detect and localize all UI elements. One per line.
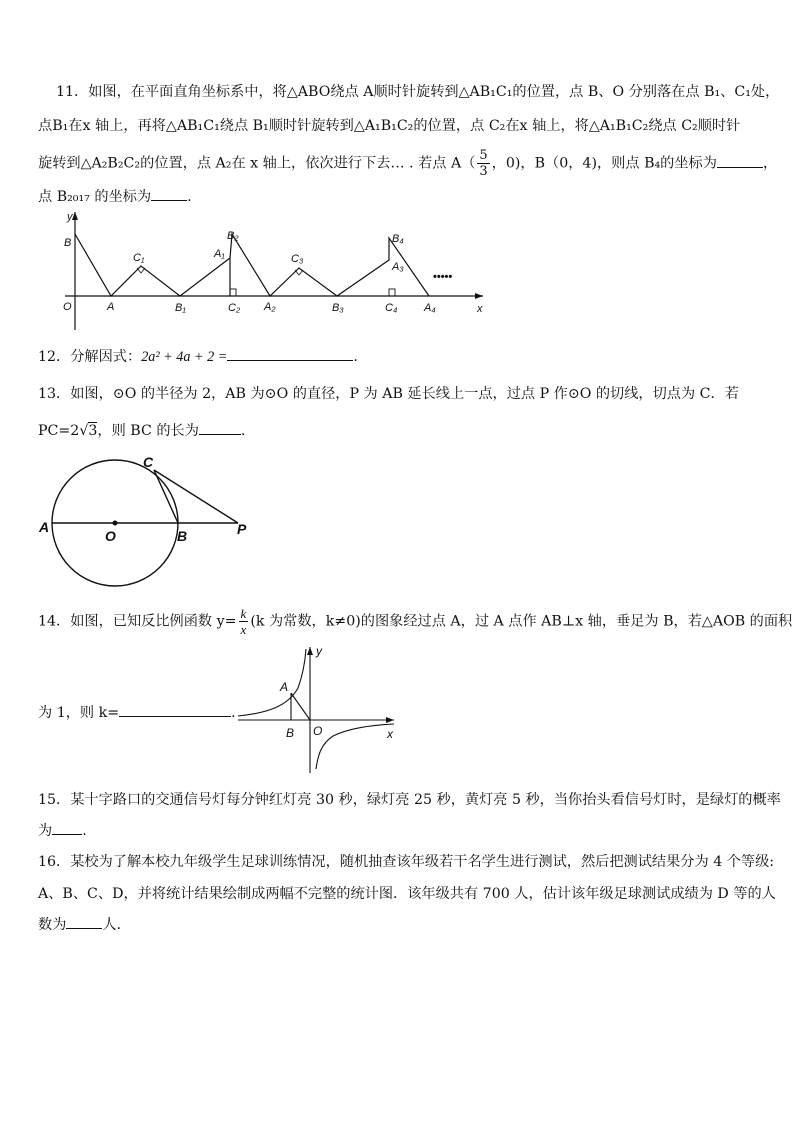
q11-label-C1: C₁ <box>133 252 145 264</box>
q11-answer-blank-2[interactable] <box>151 186 187 201</box>
q11-label-B3: B₃ <box>332 302 344 314</box>
q11-line4 <box>38 186 192 207</box>
q12-answer-blank[interactable] <box>227 346 353 361</box>
q15-line2-text-a: 为 <box>38 823 53 839</box>
sqrt-icon: √ <box>79 423 89 439</box>
q14-frac-num: k <box>240 606 247 621</box>
q11-label-A: A <box>107 301 115 313</box>
q13-line2 <box>38 420 245 441</box>
q11-line3-text-b: ，0)，B（0，4)，则点 B₄的坐标为 <box>491 155 717 172</box>
q11-label-B2: B₂ <box>227 230 239 242</box>
q13-line2-text-a: PC=2 <box>38 423 80 439</box>
q12-line <box>38 346 358 367</box>
q16-line3 <box>38 914 131 935</box>
q13-line2-text-b: ，则 BC 的长为 <box>97 423 199 439</box>
q11-continuation-dots: ••••• <box>433 271 453 283</box>
q12-suffix: . <box>353 349 358 365</box>
q14-line2-text-a: 为 1，则 k= <box>38 705 120 721</box>
q14-label-O: O <box>313 724 323 738</box>
q15-line2 <box>38 820 87 841</box>
q13-line1: 13．如图，⊙O 的半径为 2，AB 为⊙O 的直径，P 为 AB 延长线上一点，过点 P 作⊙O 的切线，切点为 C．若 <box>38 386 739 402</box>
q11-line3-text-a: 旋转到△A₂B₂C₂的位置，点 A₂在 x 轴上，依次进行下去… . 若点 A（ <box>38 155 476 172</box>
q16-line3-text-b: 人． <box>102 917 131 933</box>
q14-line1-text-b: (k 为常数，k≠0)的图象经过点 A，过 A 点作 AB⊥x 轴，垂足为 B，若△AOB 的面积 <box>250 613 793 630</box>
q13-label-P: P <box>237 521 247 537</box>
q11-label-O: O <box>63 301 72 313</box>
q13-sqrt-radicand: 3 <box>88 423 98 439</box>
q11-line1: 11．如图，在平面直角坐标系中，将△ABO绕点 A顺时针旋转到△AB₁C₁的位置，点 B、O 分别落在点 B₁、C₁处， <box>56 84 780 100</box>
q11-frac-den: 3 <box>479 164 488 179</box>
q11-line3-text-c: ， <box>762 155 778 172</box>
q14-line2 <box>38 702 236 723</box>
q11-label-A1: A₁ <box>214 248 225 260</box>
q11-label-B4: B₄ <box>392 233 404 245</box>
q11-label-C4: C₄ <box>385 302 398 314</box>
q14-fraction <box>239 606 249 637</box>
q11-label-C2: C₂ <box>228 302 241 314</box>
q13-circle-figure <box>36 452 266 592</box>
q14-frac-den: x <box>240 622 247 637</box>
q13-answer-blank[interactable] <box>199 420 241 435</box>
q15-line1: 15．某十字路口的交通信号灯每分钟红灯亮 30 秒，绿灯亮 25 秒，黄灯亮 5 秒，当你抬头看信号灯时，是绿灯的概率 <box>38 792 781 808</box>
q16-line2: A、B、C、D，并将统计结果绘制成两幅不完整的统计图．该年级共有 700 人，估计该年级足球测试成绩为 D 等的人 <box>38 886 776 902</box>
q14-hyperbola-figure <box>234 643 404 775</box>
q14-label-B: B <box>286 726 295 740</box>
q16-line1: 16．某校为了解本校九年级学生足球训练情况，随机抽查该年级若干名学生进行测试，然后把测试结果分为 4 个等级: <box>38 854 775 870</box>
q11-axis-x-label: x <box>477 303 483 315</box>
q11-label-B1: B₁ <box>175 302 186 314</box>
q11-frac-num: 5 <box>479 148 488 163</box>
q11-line4-text-b: . <box>187 189 192 205</box>
q12-expression: 2a² + 4a + 2 = <box>141 349 228 365</box>
q14-label-x: x <box>387 727 393 741</box>
q11-line2: 点B₁在x 轴上，再将△AB₁C₁绕点 B₁顺时针旋转到△A₁B₁C₂的位置，点 C₂在x 轴上，将△A₁B₁C₂绕点 C₂顺时针 <box>38 118 741 134</box>
q11-line3 <box>38 148 777 179</box>
q14-line2-text-b: . <box>231 705 236 721</box>
q13-label-B: B <box>177 528 188 544</box>
q15-line2-text-b: . <box>82 823 87 839</box>
q15-answer-blank[interactable] <box>52 820 82 835</box>
q13-line2-text-c: . <box>240 423 246 439</box>
q13-label-O: O <box>105 528 116 544</box>
q13-label-A: A <box>39 519 50 535</box>
q14-line1-text-a: 14．如图，已知反比例函数 y= <box>38 613 237 630</box>
q14-label-A: A <box>280 680 289 694</box>
q11-line4-text-a: 点 B₂₀₁₇ 的坐标为 <box>38 189 152 205</box>
q16-answer-blank[interactable] <box>66 914 102 929</box>
q11-rotation-figure <box>55 208 495 333</box>
q11-label-C3: C₃ <box>291 253 304 265</box>
q11-label-B: B <box>64 237 72 249</box>
q11-fraction <box>477 148 489 179</box>
q11-label-A2: A₂ <box>264 301 276 313</box>
q11-answer-blank-1[interactable] <box>717 153 763 168</box>
q14-answer-blank[interactable] <box>119 702 231 717</box>
q14-label-y: y <box>316 644 322 658</box>
q12-prefix: 12．分解因式： <box>38 349 142 365</box>
q14-line1 <box>38 606 792 637</box>
q13-label-C: C <box>143 454 154 470</box>
q11-axis-y-label: y <box>67 211 73 223</box>
q11-label-A3: A₃ <box>392 261 404 273</box>
q16-line3-text-a: 数为 <box>38 917 67 933</box>
q11-label-A4: A₄ <box>424 302 436 314</box>
